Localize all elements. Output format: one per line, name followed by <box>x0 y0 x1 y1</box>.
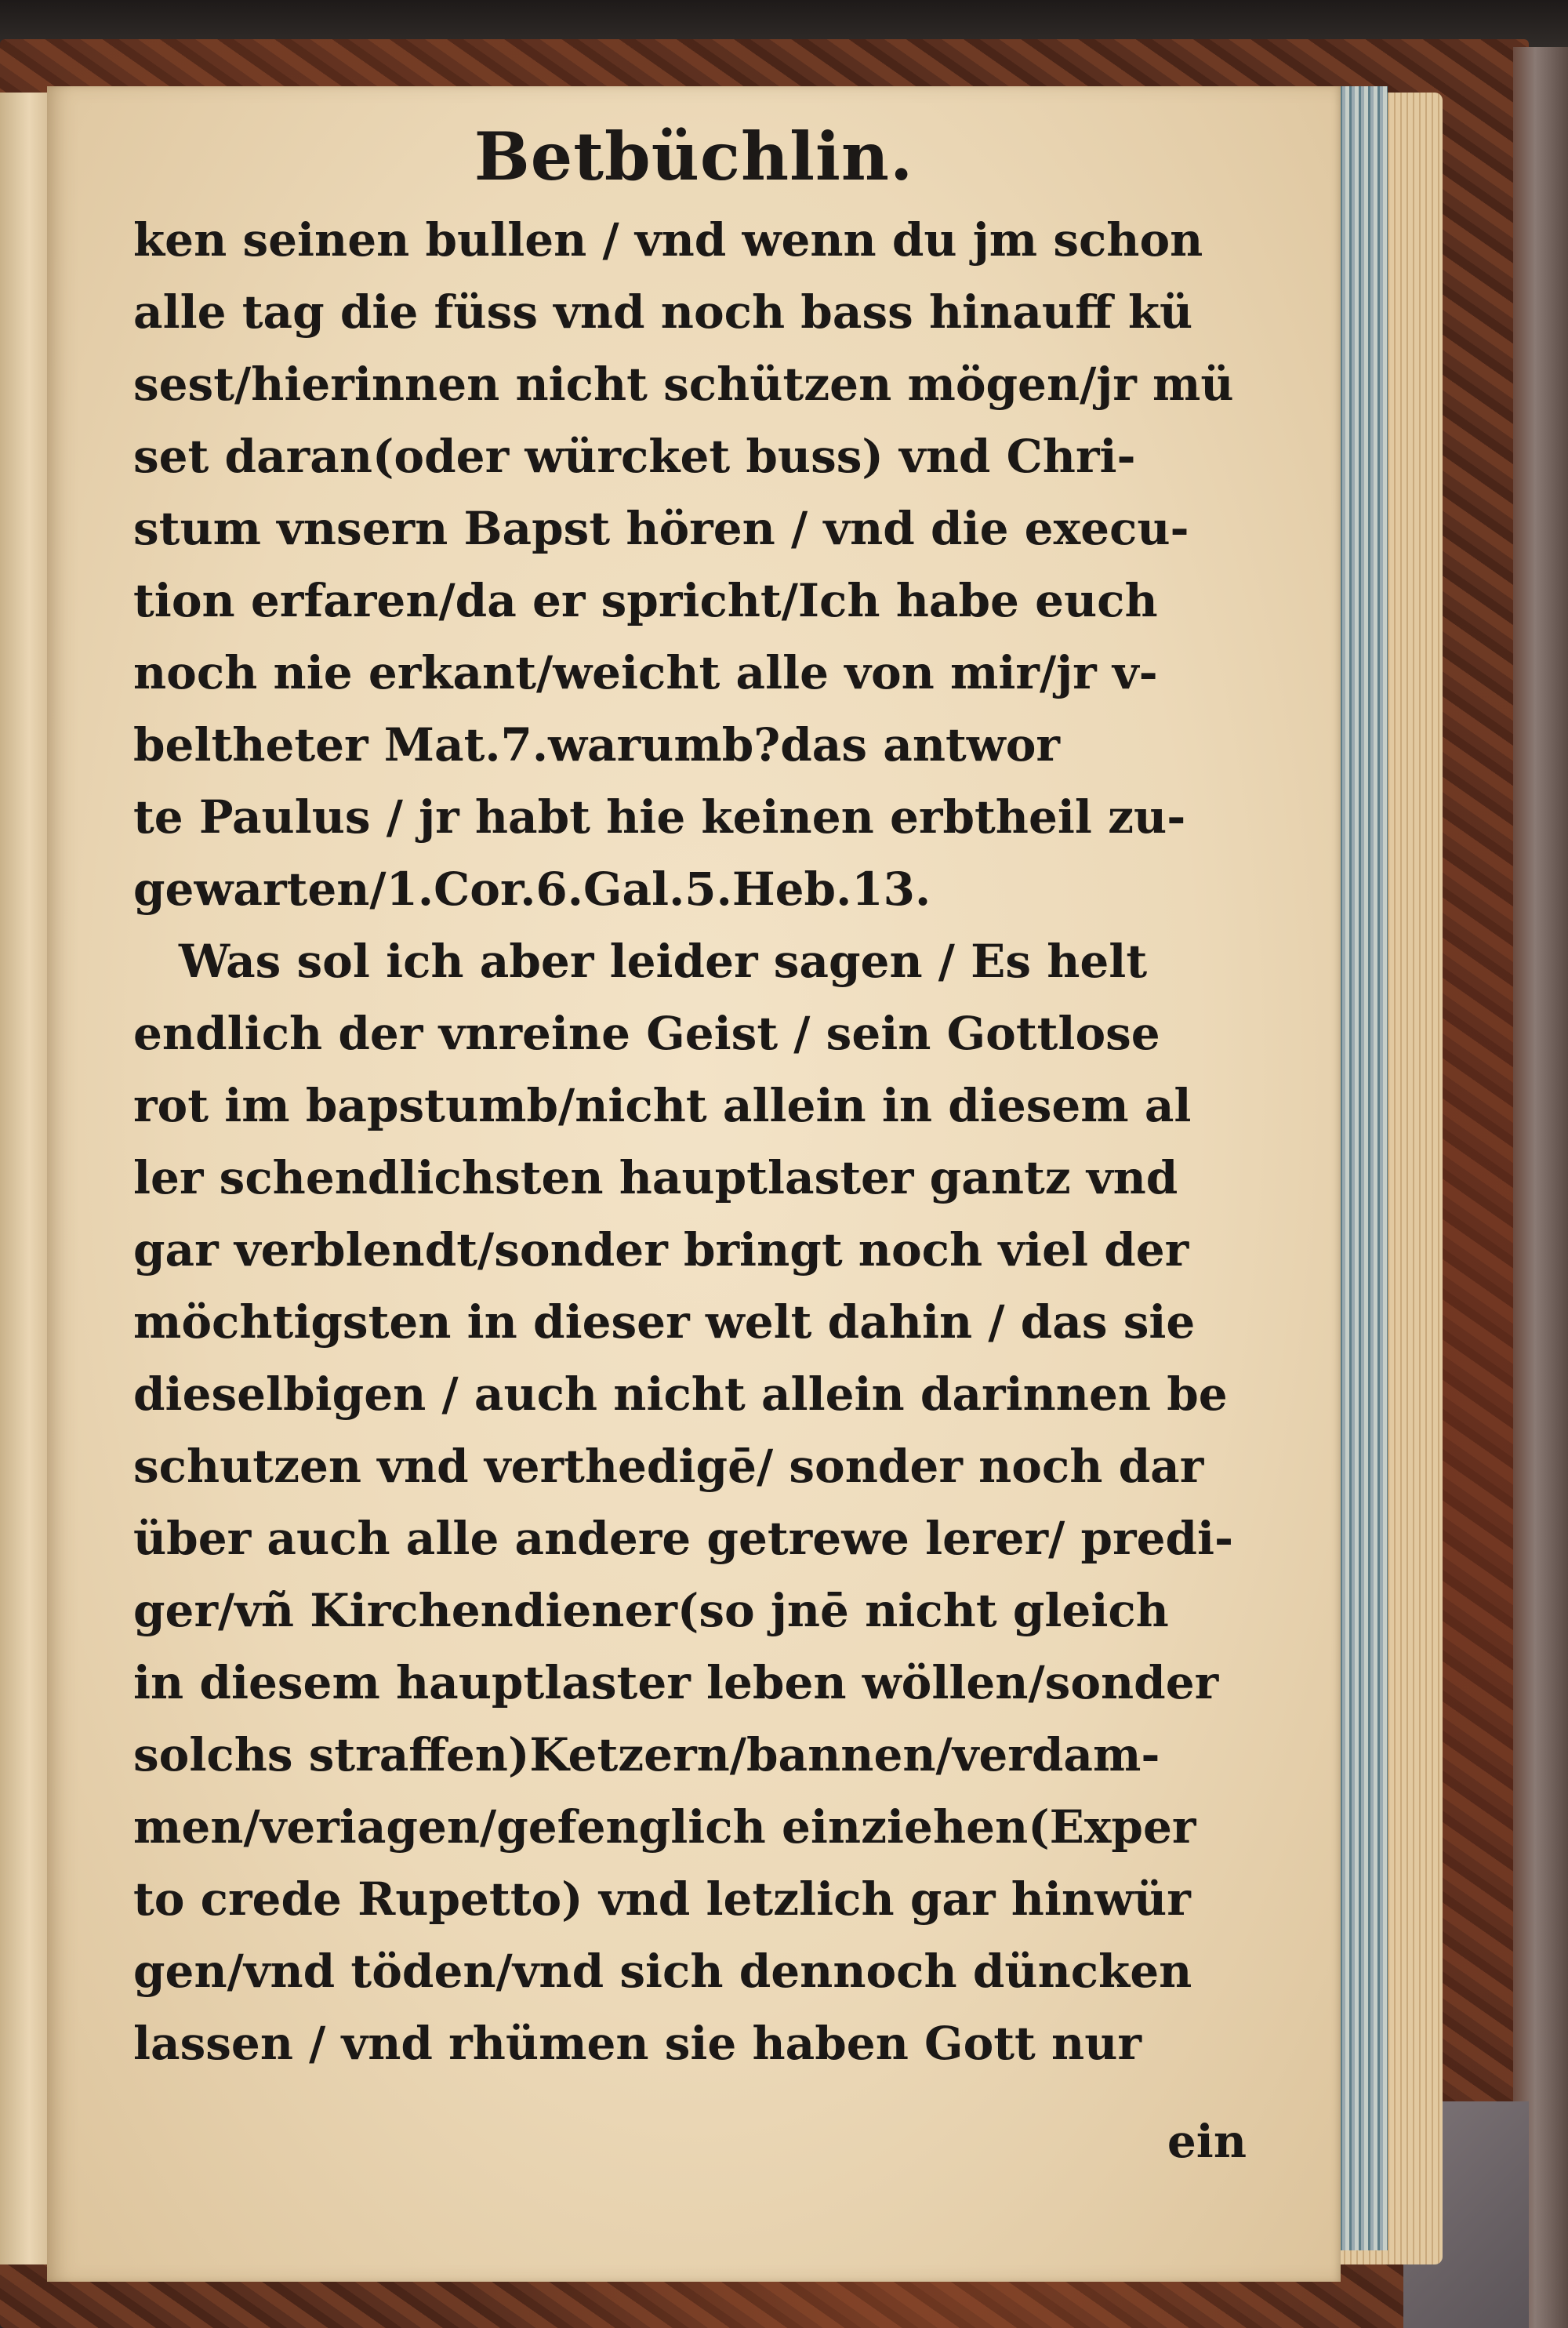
paragraph-start-line: Was sol ich aber leider sagen / Es helt <box>179 935 1148 988</box>
text-line: schutzen vnd verthedigē/ sonder noch dar <box>133 1440 1204 1493</box>
text-line: te Paulus / jr habt hie keinen erbtheil zu- <box>133 790 1186 844</box>
text-line: gar verblendt/sonder bringt noch viel der <box>133 1223 1189 1277</box>
text-line: lassen / vnd rhümen sie haben Gott nur <box>133 2017 1142 2070</box>
book-page <box>47 86 1341 2282</box>
text-line: ken seinen bullen / vnd wenn du jm schon <box>133 213 1203 267</box>
text-line: ger/vñ Kirchendiener(so jnē nicht gleich <box>133 1584 1169 1637</box>
text-line: sest/hierinnen nicht schützen mögen/jr mü <box>133 358 1234 411</box>
text-line: set daran(oder würcket buss) vnd Chri- <box>133 430 1136 483</box>
text-line: stum vnsern Bapst hören / vnd die execu- <box>133 502 1189 555</box>
text-line: noch nie erkant/weicht alle von mir/jr v- <box>133 646 1158 699</box>
text-line: über auch alle andere getrewe lerer/ predi- <box>133 1512 1234 1565</box>
running-head <box>47 118 1341 196</box>
cover-edge <box>1513 47 1568 2328</box>
facing-page <box>0 93 51 2264</box>
text-line: gen/vnd töden/vnd sich dennoch düncken <box>133 1945 1192 1998</box>
text-line: beltheter Mat.7.warumb?das antwor <box>133 718 1060 772</box>
page-edge-coloring <box>1333 86 1388 2250</box>
catchword: ein <box>1167 2115 1247 2168</box>
text-line: gewarten/1.Cor.6.Gal.5.Heb.13. <box>133 863 931 916</box>
text-line: to crede Rupetto) vnd letzlich gar hinwür <box>133 1872 1191 1926</box>
text-line: ler schendlichsten hauptlaster gantz vnd <box>133 1151 1178 1204</box>
text-line: in diesem hauptlaster leben wöllen/sonder <box>133 1656 1219 1709</box>
text-line: solchs straffen)Ketzern/bannen/verdam- <box>133 1728 1160 1781</box>
text-line: men/veriagen/gefenglich einziehen(Exper <box>133 1800 1196 1854</box>
text-line: tion erfaren/da er spricht/Ich habe euch <box>133 574 1158 627</box>
text-line: dieselbigen / auch nicht allein darinnen be <box>133 1367 1228 1421</box>
text-line: möchtigsten in dieser welt dahin / das sie <box>133 1295 1196 1349</box>
text-block <box>133 204 1247 2079</box>
text-line: alle tag die füss vnd noch bass hinauff kü <box>133 285 1193 339</box>
running-head-text: Betbüchlin. <box>474 118 914 195</box>
text-line: endlich der vnreine Geist / sein Gottlose <box>133 1007 1160 1060</box>
text-line: rot im bapstumb/nicht allein in diesem al <box>133 1079 1192 1132</box>
